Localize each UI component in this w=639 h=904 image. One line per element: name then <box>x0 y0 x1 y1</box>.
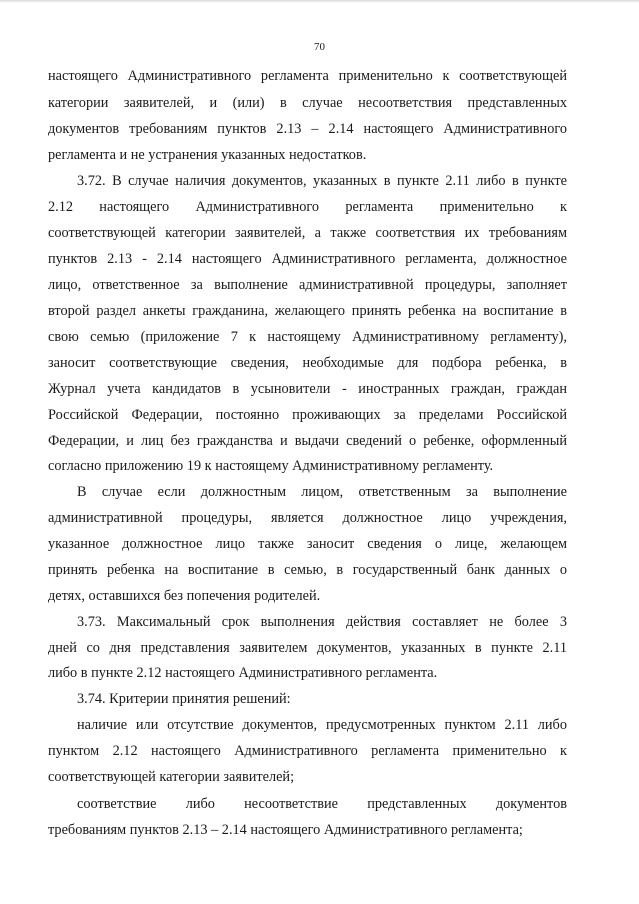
page-number: 70 <box>314 41 325 53</box>
text-line: наличие или отсутствие документов, предусмотренных пунктом 2.11 либо <box>77 717 567 733</box>
text-line: требованиям пунктов 2.13 – 2.14 настоящего Административного регламента; <box>48 822 523 838</box>
text-line: указанное должностное лицо также заносит сведения о лице, желающем <box>48 536 567 552</box>
text-line: документов требованиям пунктов 2.13 – 2.14 настоящего Административного <box>48 121 567 137</box>
text-line: 3.72. В случае наличия документов, указанных в пункте 2.11 либо в пункте <box>77 173 567 189</box>
text-line: либо в пункте 2.12 настоящего Административного регламента. <box>48 665 438 681</box>
text-line: регламента и не устранения указанных недостатков. <box>48 147 367 163</box>
text-line: детях, оставшихся без попечения родителей. <box>48 588 321 604</box>
text-line: соответствие либо несоответствие представленных документов <box>77 796 567 812</box>
text-line: соответствующей категории заявителей, а также соответствия их требованиям <box>48 225 567 241</box>
text-line: Российской Федерации, постоянно проживающих за пределами Российской <box>48 407 567 423</box>
text-line: свою семью (приложение 7 к настоящему Административному регламенту), <box>48 329 567 345</box>
text-line: дней со дня представления заявителем документов, указанных в пункте 2.11 <box>48 640 567 656</box>
text-line: 3.74. Критерии принятия решений: <box>77 691 291 707</box>
text-line: второй раздел анкеты гражданина, желающего принять ребенка на воспитание в <box>48 303 567 319</box>
text-line: категории заявителей, и (или) в случае несоответствия представленных <box>48 95 567 111</box>
text-line: заносит соответствующие сведения, необходимые для подбора ребенка, в <box>48 355 567 371</box>
text-line: В случае если должностным лицом, ответственным за выполнение <box>77 484 567 500</box>
text-line: 2.12 настоящего Административного регламента применительно к <box>48 199 567 215</box>
text-line: пунктом 2.12 настоящего Административного регламента применительно к <box>48 743 567 759</box>
text-line: соответствующей категории заявителей; <box>48 769 295 785</box>
text-line: Федерации, и лиц без гражданства и выдачи сведений о ребенке, оформленный <box>48 433 567 449</box>
text-line: административной процедуры, является должностное лицо учреждения, <box>48 510 567 526</box>
text-line: Журнал учета кандидатов в усыновители - иностранных граждан, граждан <box>48 381 567 397</box>
text-line: согласно приложению 19 к настоящему Административному регламенту. <box>48 458 494 474</box>
text-line: 3.73. Максимальный срок выполнения действия составляет не более 3 <box>77 614 567 630</box>
text-line: настоящего Административного регламента применительно к соответствующей <box>48 68 567 84</box>
text-line: лицо, ответственное за выполнение административной процедуры, заполняет <box>48 277 567 293</box>
text-line: принять ребенка на воспитание в семью, в государственный банк данных о <box>48 562 567 578</box>
text-line: пунктов 2.13 - 2.14 настоящего Административного регламента, должностное <box>48 251 567 267</box>
